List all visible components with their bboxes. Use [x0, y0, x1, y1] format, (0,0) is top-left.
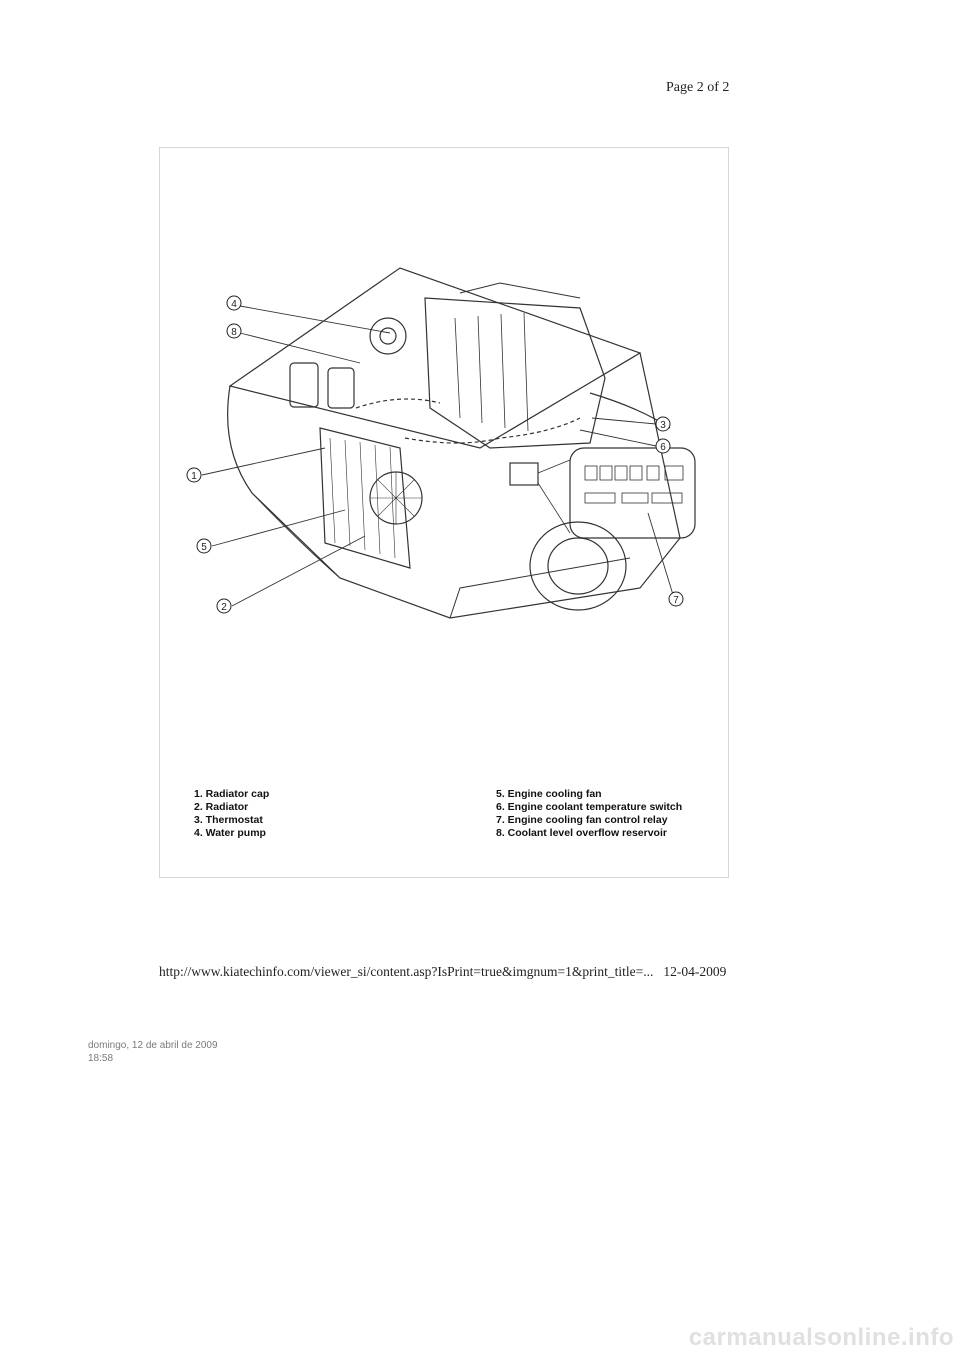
callout-1 — [187, 468, 201, 482]
front-wheel — [530, 522, 626, 610]
source-url: http://www.kiatechinfo.com/viewer_si/content.asp?IsPrint=true&imgnum=1&print_title=... — [159, 964, 654, 979]
svg-text:4: 4 — [231, 299, 237, 310]
legend-right — [496, 788, 682, 840]
hood-outline — [230, 268, 640, 448]
legend-left — [194, 788, 269, 840]
timestamp-stamp — [88, 1039, 218, 1065]
svg-text:1: 1 — [191, 471, 197, 482]
legend-item: 1. Radiator cap — [194, 788, 270, 800]
relay-box — [510, 463, 538, 485]
legend-item: 5. Engine cooling fan — [496, 788, 602, 800]
legend-item: 4. Water pump — [194, 827, 266, 839]
callout-4 — [227, 296, 241, 310]
engine-cooling-diagram — [160, 148, 730, 879]
legend-item: 2. Radiator — [194, 801, 249, 813]
svg-text:5: 5 — [201, 542, 207, 553]
callout-6 — [656, 439, 670, 453]
svg-text:6: 6 — [660, 442, 666, 453]
svg-text:3: 3 — [660, 420, 666, 431]
legend-item: 8. Coolant level overflow reservoir — [496, 827, 667, 839]
svg-text:8: 8 — [231, 327, 237, 338]
print-date: 12-04-2009 — [663, 964, 727, 979]
legend-item: 3. Thermostat — [194, 814, 263, 826]
water-pump — [370, 318, 406, 354]
svg-text:7: 7 — [673, 595, 679, 606]
overflow-reservoir — [290, 363, 318, 407]
page-number: Page 2 of 2 — [666, 80, 730, 95]
watermark: carmanualsonline.info — [688, 1324, 954, 1351]
legend-item: 7. Engine cooling fan control relay — [496, 814, 668, 826]
stamp-date: domingo, 12 de abril de 2009 — [88, 1040, 218, 1051]
car-body-outline — [228, 353, 680, 618]
figure-frame — [159, 147, 729, 878]
callout-7 — [669, 592, 683, 606]
callout-8 — [227, 324, 241, 338]
engine-block — [425, 298, 605, 448]
legend-item: 6. Engine coolant temperature switch — [496, 801, 683, 813]
stamp-time: 18:58 — [88, 1053, 114, 1064]
callout-5 — [197, 539, 211, 553]
callout-2 — [217, 599, 231, 613]
footer-url-line — [159, 964, 726, 980]
callout-3 — [656, 417, 670, 431]
svg-text:2: 2 — [221, 602, 227, 613]
